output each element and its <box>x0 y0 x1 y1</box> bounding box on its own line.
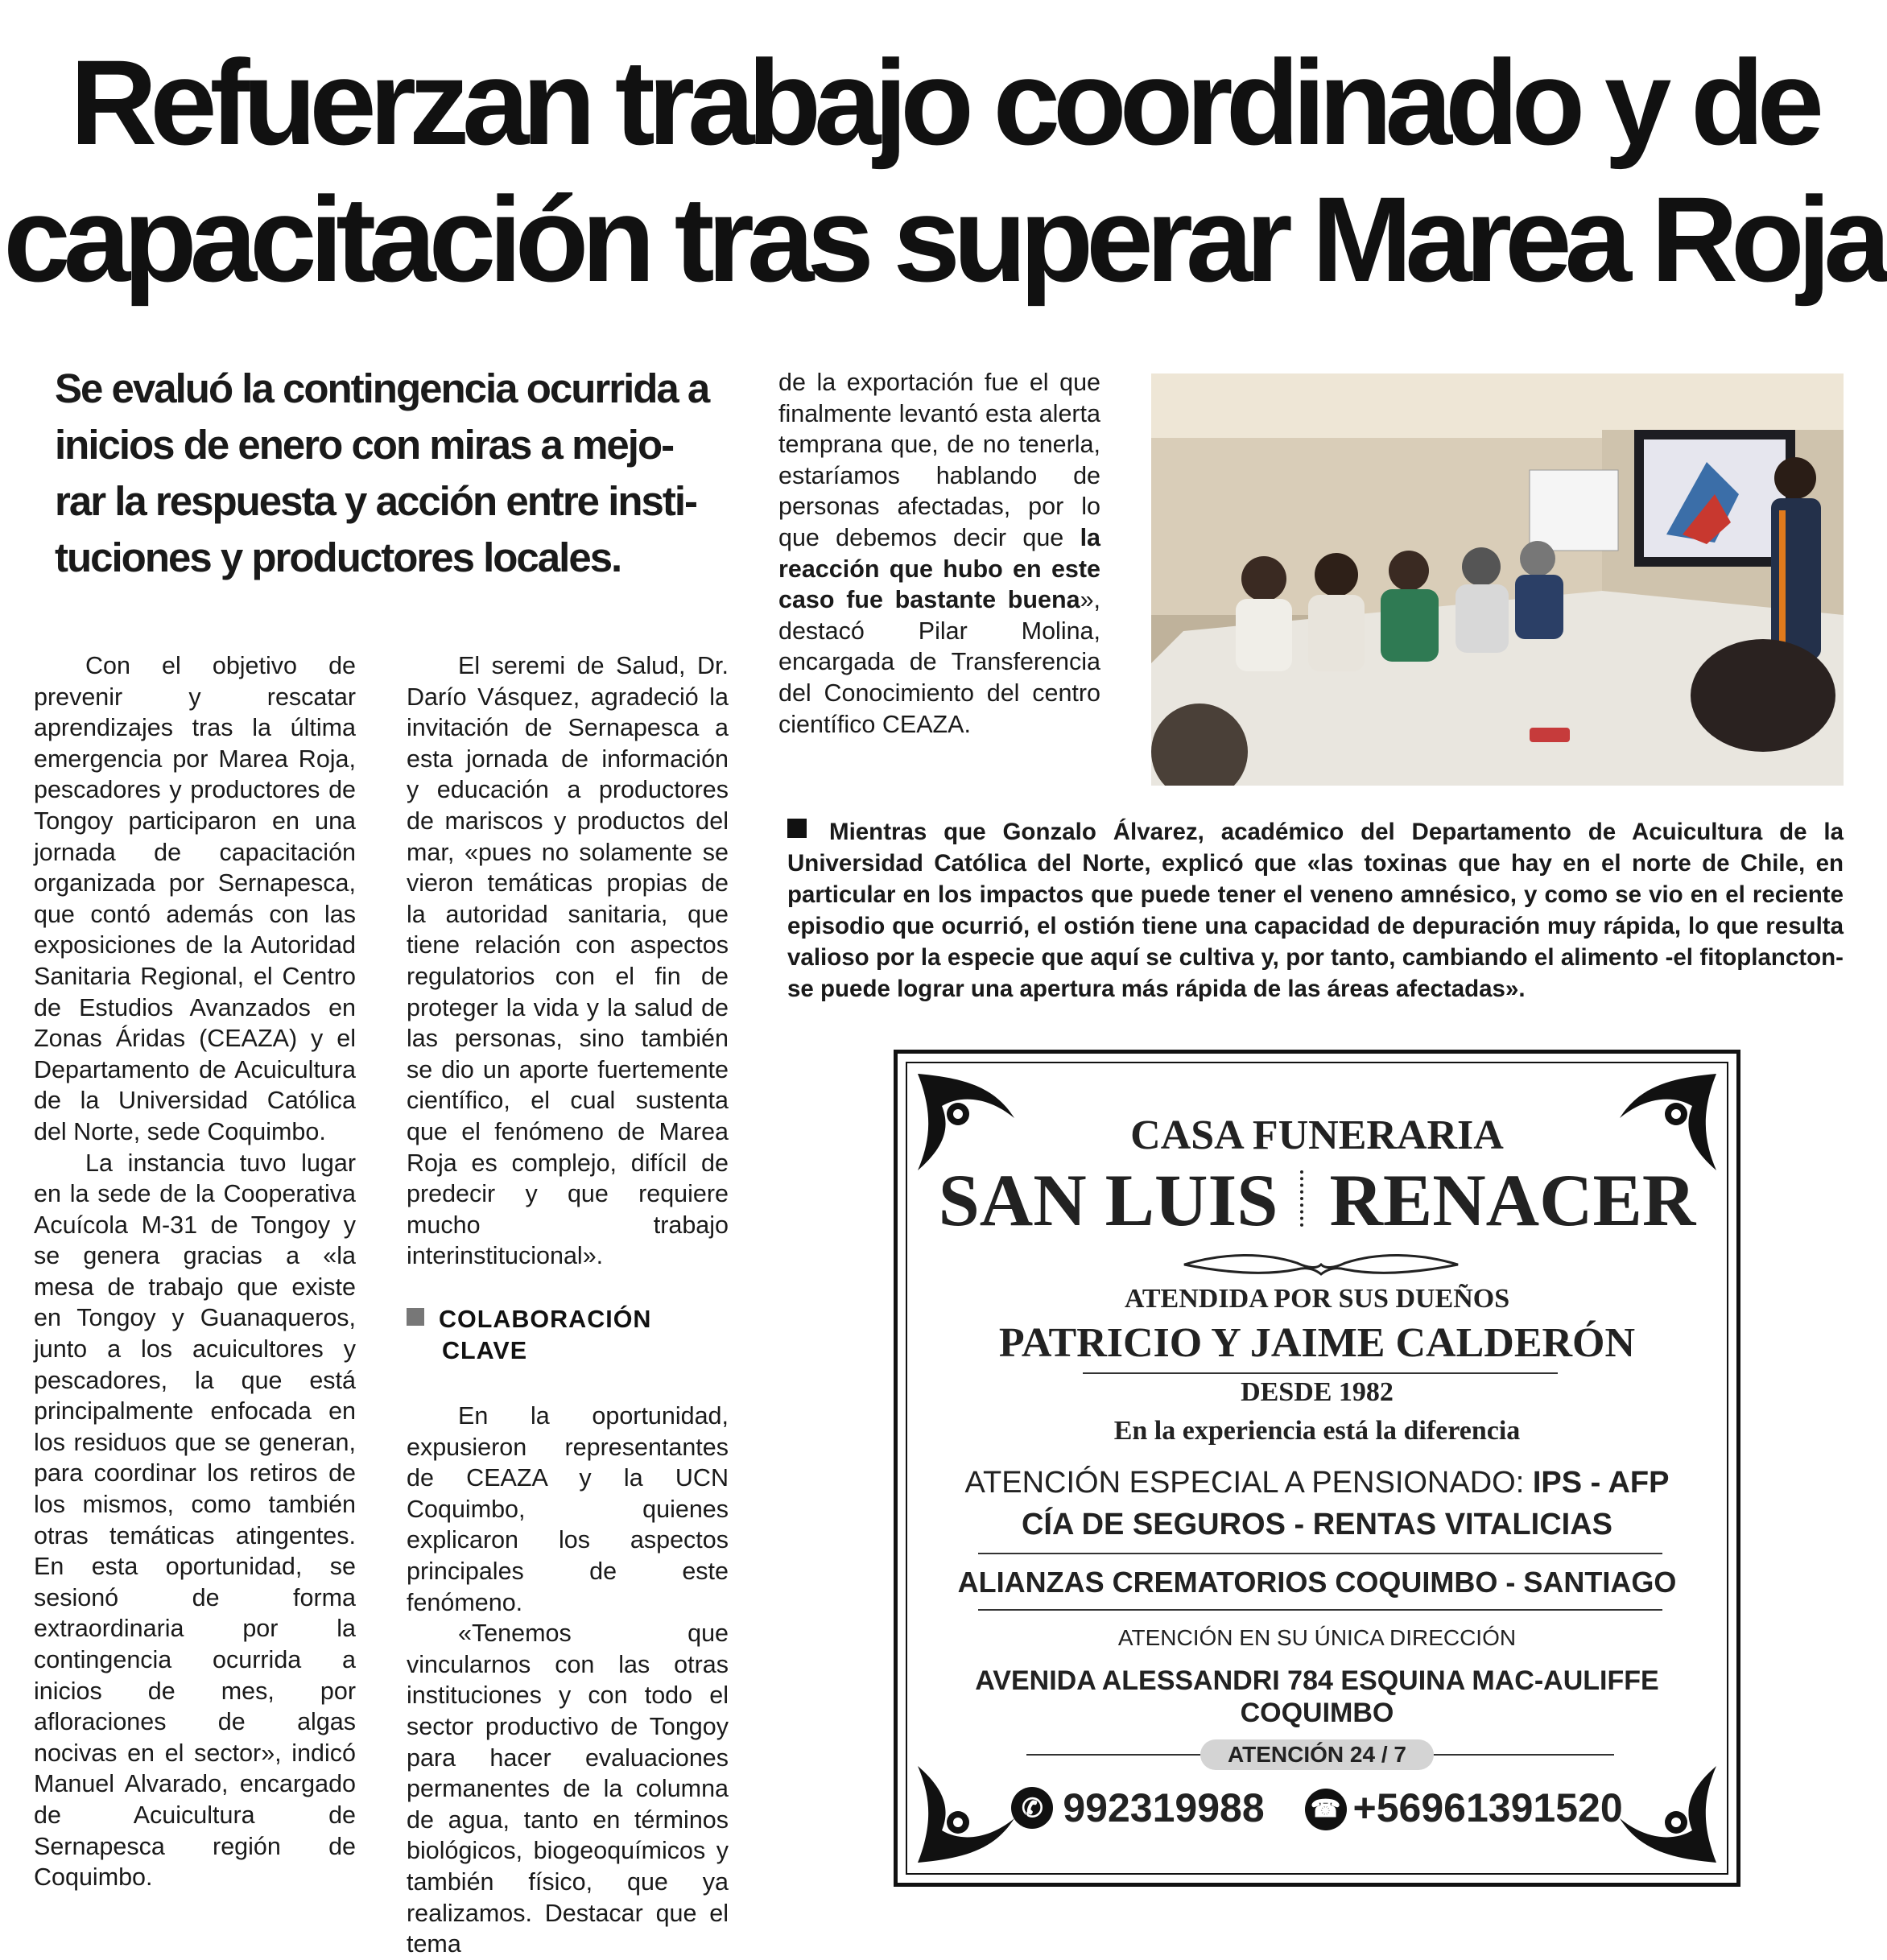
phone-icon: ✆ <box>1011 1787 1053 1829</box>
funeral-home-ad <box>894 1050 1740 1887</box>
col2-paragraph-2: En la oportunidad, expusieron representantes de CEAZA y la UCN Coquimbo, quienes explicaron los aspectos principales de este fenómeno. <box>407 1402 729 1616</box>
headline-line-2: capacitación tras superar Marea Roja <box>3 171 1884 307</box>
photo-caption: Mientras que Gonzalo Álvarez, académico del Departamento de Acuicultura de la Universidad Católica del Norte, explicó que «las toxinas que hay en el norte de Chile, en particular en los impactos que puede tener el veneno amnésico, y como se vio en el reciente episodio que ocurrió, el ostión tiene una capacidad de depuración muy rápida, lo que resulta valioso por la especie que aquí se cultiva y, por tanto, cambiando el alimento -el fitoplancton- se puede lograr una apertura más rápida de las áreas afectadas». <box>787 819 1844 1002</box>
subhead-colaboracion: COLABORACIÓN CLAVE <box>407 1304 729 1367</box>
ad-motto: En la experiencia está la diferencia <box>1113 1416 1521 1446</box>
deck: Se evaluó la contingencia ocurrida a inicios de enero con miras a mejo- rar la respuesta y acción entre insti- tuciones y productores locales. <box>55 365 709 580</box>
meeting-photo-illustration <box>1151 373 1844 786</box>
article-column-1 <box>34 650 356 1893</box>
ad-divider <box>978 1609 1662 1611</box>
ad-hours-badge: ATENCIÓN 24 / 7 <box>1200 1739 1434 1770</box>
col2-paragraph-1: El seremi de Salud, Dr. Darío Vásquez, agradeció la invitación de Sernapesca a esta jornada de información y educación a productores de mariscos y productos del mar, «pues no solamente se vieron temáticas propias de la autoridad sanitaria, que tiene relación con aspectos regulatorios con el fin de proteger la vida y la salud de las personas, sino también se dio un aporte fuertemente científico, el cual sustenta que el fenómeno de Marea Roja es complejo, difícil de predecir y que requiere mucho trabajo interinstitucional». <box>407 652 729 1270</box>
ad-owners: PATRICIO Y JAIME CALDERÓN <box>998 1320 1636 1366</box>
ad-since: DESDE 1982 <box>1241 1377 1394 1407</box>
col2-paragraph-3: «Tenemos que vincularnos con las otras instituciones y con todo el sector productivo de Tongoy para hacer evaluaciones permanentes de la columna de agua, tanto en términos biológicos, biogeoquímicos y también físico, que ya realizamos. Destacar que el tema <box>407 1620 729 1958</box>
ornament-flourish-icon <box>1176 1248 1466 1281</box>
col3-paragraph: de la exportación fue el que finalmente levantó esta alerta temprana que, de no tenerla, estaríamos hablando de personas afectadas, por lo que debemos decir que la reacción que hubo en este caso fue bastante buena», destacó Pilar Molina, encargada de Transferencia del Conocimiento del centro científico CEAZA. <box>778 369 1100 738</box>
ad-phone[interactable]: 992319988 <box>1063 1785 1265 1830</box>
col1-paragraph-1: Con el objetivo de prevenir y rescatar aprendizajes tras la última emergencia por Marea Roja, pescadores y productores de Tongoy participaron en una jornada de capacitación organizada por Sernapesca, que contó además con las exposiciones de la Autoridad Sanitaria Regional, el Centro de Estudios Avanzados en Zonas Áridas (CEAZA) y el Departamento de Acuicultura de la Universidad Católica del Norte, sede Coquimbo. <box>34 652 356 1145</box>
col3-bold-quote: la reacción que hubo en este caso fue bastante buena <box>778 523 1100 614</box>
article-column-2-continued <box>407 1401 729 1960</box>
ad-contact-row <box>898 1785 1736 1831</box>
col1-paragraph-2: La instancia tuvo lugar en la sede de la Cooperativa Acuícola M-31 de Tongoy y se genera gracias a «la mesa de trabajo que existe en Tongoy y Guanaqueros, junto a los acuicultores y pescadores, la que está principalmente enfocada en los residuos que se generan, para coordinar los retiros de los mismos, como también otras temáticas atingentes. En esta oportunidad, se sesionó de forma extraordinaria por la contingencia ocurrida a inicios de mes, por afloraciones de algas nocivas en el sector», indicó Manuel Alvarado, encargado de Acuicultura de Sernapesca región de Coquimbo. <box>34 1149 356 1892</box>
ad-divider <box>1083 1372 1558 1374</box>
headline-line-1: Refuerzan trabajo coordinado y de <box>69 35 1818 170</box>
article-column-3 <box>778 367 1100 740</box>
name-divider <box>1300 1170 1307 1227</box>
ad-insurance: CÍA DE SEGUROS - RENTAS VITALICIAS <box>1021 1508 1612 1541</box>
ad-special-attention: ATENCIÓN ESPECIAL A PENSIONADO: IPS - AFP <box>964 1466 1670 1500</box>
ad-attended: ATENDIDA POR SUS DUEÑOS <box>1124 1284 1510 1314</box>
ad-whatsapp[interactable]: +56961391520 <box>1352 1785 1623 1830</box>
meeting-photo <box>1151 373 1844 786</box>
ad-divider <box>978 1553 1662 1554</box>
whatsapp-icon: ☎ <box>1305 1789 1347 1830</box>
caption-bullet-icon <box>787 819 807 838</box>
headline <box>0 34 1887 307</box>
ad-alliances: ALIANZAS CREMATORIOS COQUIMBO - SANTIAGO <box>957 1566 1677 1599</box>
ad-address: AVENIDA ALESSANDRI 784 ESQUINA MAC-AULIFFE <box>975 1665 1659 1696</box>
ad-address-label: ATENCIÓN EN SU ÚNICA DIRECCIÓN <box>1117 1625 1517 1650</box>
ad-casa-funeraria: CASA FUNERARIA <box>1130 1112 1504 1158</box>
ad-business-name: SAN LUIS RENACER <box>938 1159 1696 1241</box>
subhead-bullet-icon <box>407 1308 424 1326</box>
ad-city: COQUIMBO <box>1240 1698 1394 1728</box>
article-column-2 <box>407 650 729 1272</box>
